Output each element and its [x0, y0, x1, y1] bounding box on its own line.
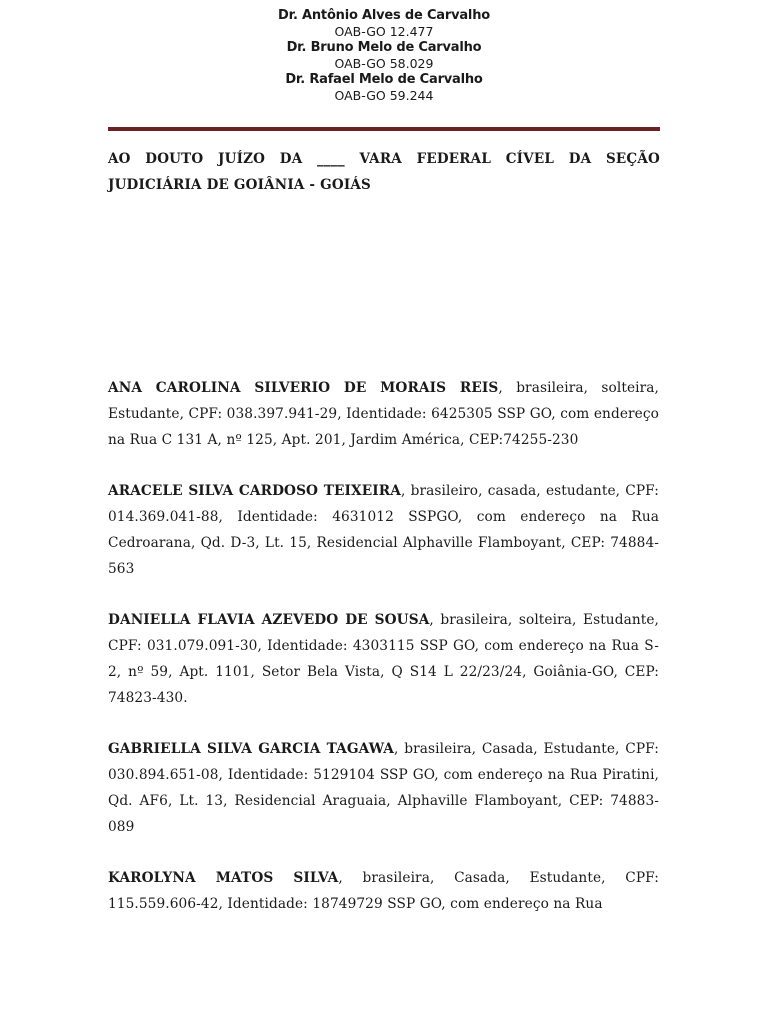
parties-list	[108, 375, 659, 942]
lawyer-name: Dr. Bruno Melo de Carvalho	[286, 40, 482, 55]
lawyer-name: Dr. Antônio Alves de Carvalho	[278, 8, 490, 23]
party-paragraph	[108, 607, 659, 711]
party-details: , brasileira, Casada, Estudante, CPF: 115.559.606-42, Identidade: 18749729 SSP GO, com endereço na Rua	[108, 870, 659, 912]
party-paragraph	[108, 375, 659, 453]
header-divider	[108, 127, 660, 131]
party-paragraph	[108, 478, 659, 582]
court-addressee	[108, 146, 660, 198]
party-paragraph	[108, 736, 659, 840]
party-name: ARACELE SILVA CARDOSO TEIXEIRA	[108, 483, 401, 499]
addressee-line-2: JUDICIÁRIA DE GOIÂNIA - GOIÁS	[108, 177, 371, 193]
party-paragraph	[108, 865, 659, 917]
lawyer-oab: OAB-GO 58.029	[334, 56, 434, 71]
party-details: , brasileira, solteira, Estudante, CPF: 031.079.091-30, Identidade: 4303115 SSP GO, com endereço na Rua S-2, nº 59, Apt. 1101, Setor Bela Vista, Q S14 L 22/23/24, Goiânia-GO, CEP: 74823-430.	[108, 612, 659, 706]
party-name: ANA CAROLINA SILVERIO DE MORAIS REIS	[108, 380, 499, 396]
lawyer-name: Dr. Rafael Melo de Carvalho	[285, 72, 483, 87]
party-name: KAROLYNA MATOS SILVA	[108, 870, 339, 886]
party-name: GABRIELLA SILVA GARCIA TAGAWA	[108, 741, 395, 757]
party-details: , brasileira, Casada, Estudante, CPF: 030.894.651-08, Identidade: 5129104 SSP GO, com endereço na Rua Piratini, Qd. AF6, Lt. 13, Residencial Araguaia, Alphaville Flamboyant, CEP: 74883-089	[108, 741, 659, 835]
party-details: , brasileira, solteira, Estudante, CPF: 038.397.941-29, Identidade: 6425305 SSP GO, com endereço na Rua C 131 A, nº 125, Apt. 201, Jardim América, CEP:74255-230	[108, 380, 659, 448]
party-details: , brasileiro, casada, estudante, CPF: 014.369.041-88, Identidade: 4631012 SSPGO, com endereço na Rua Cedroarana, Qd. D-3, Lt. 15, Residencial Alphaville Flamboyant, CEP: 74884-563	[108, 483, 659, 577]
party-name: DANIELLA FLAVIA AZEVEDO DE SOUSA	[108, 612, 430, 628]
letterhead	[0, 8, 768, 104]
addressee-line-1: AO DOUTO JUÍZO DA ____ VARA FEDERAL CÍVEL DA SEÇÃO	[108, 151, 660, 167]
lawyer-oab: OAB-GO 12.477	[334, 24, 434, 39]
lawyer-oab: OAB-GO 59.244	[334, 88, 434, 103]
